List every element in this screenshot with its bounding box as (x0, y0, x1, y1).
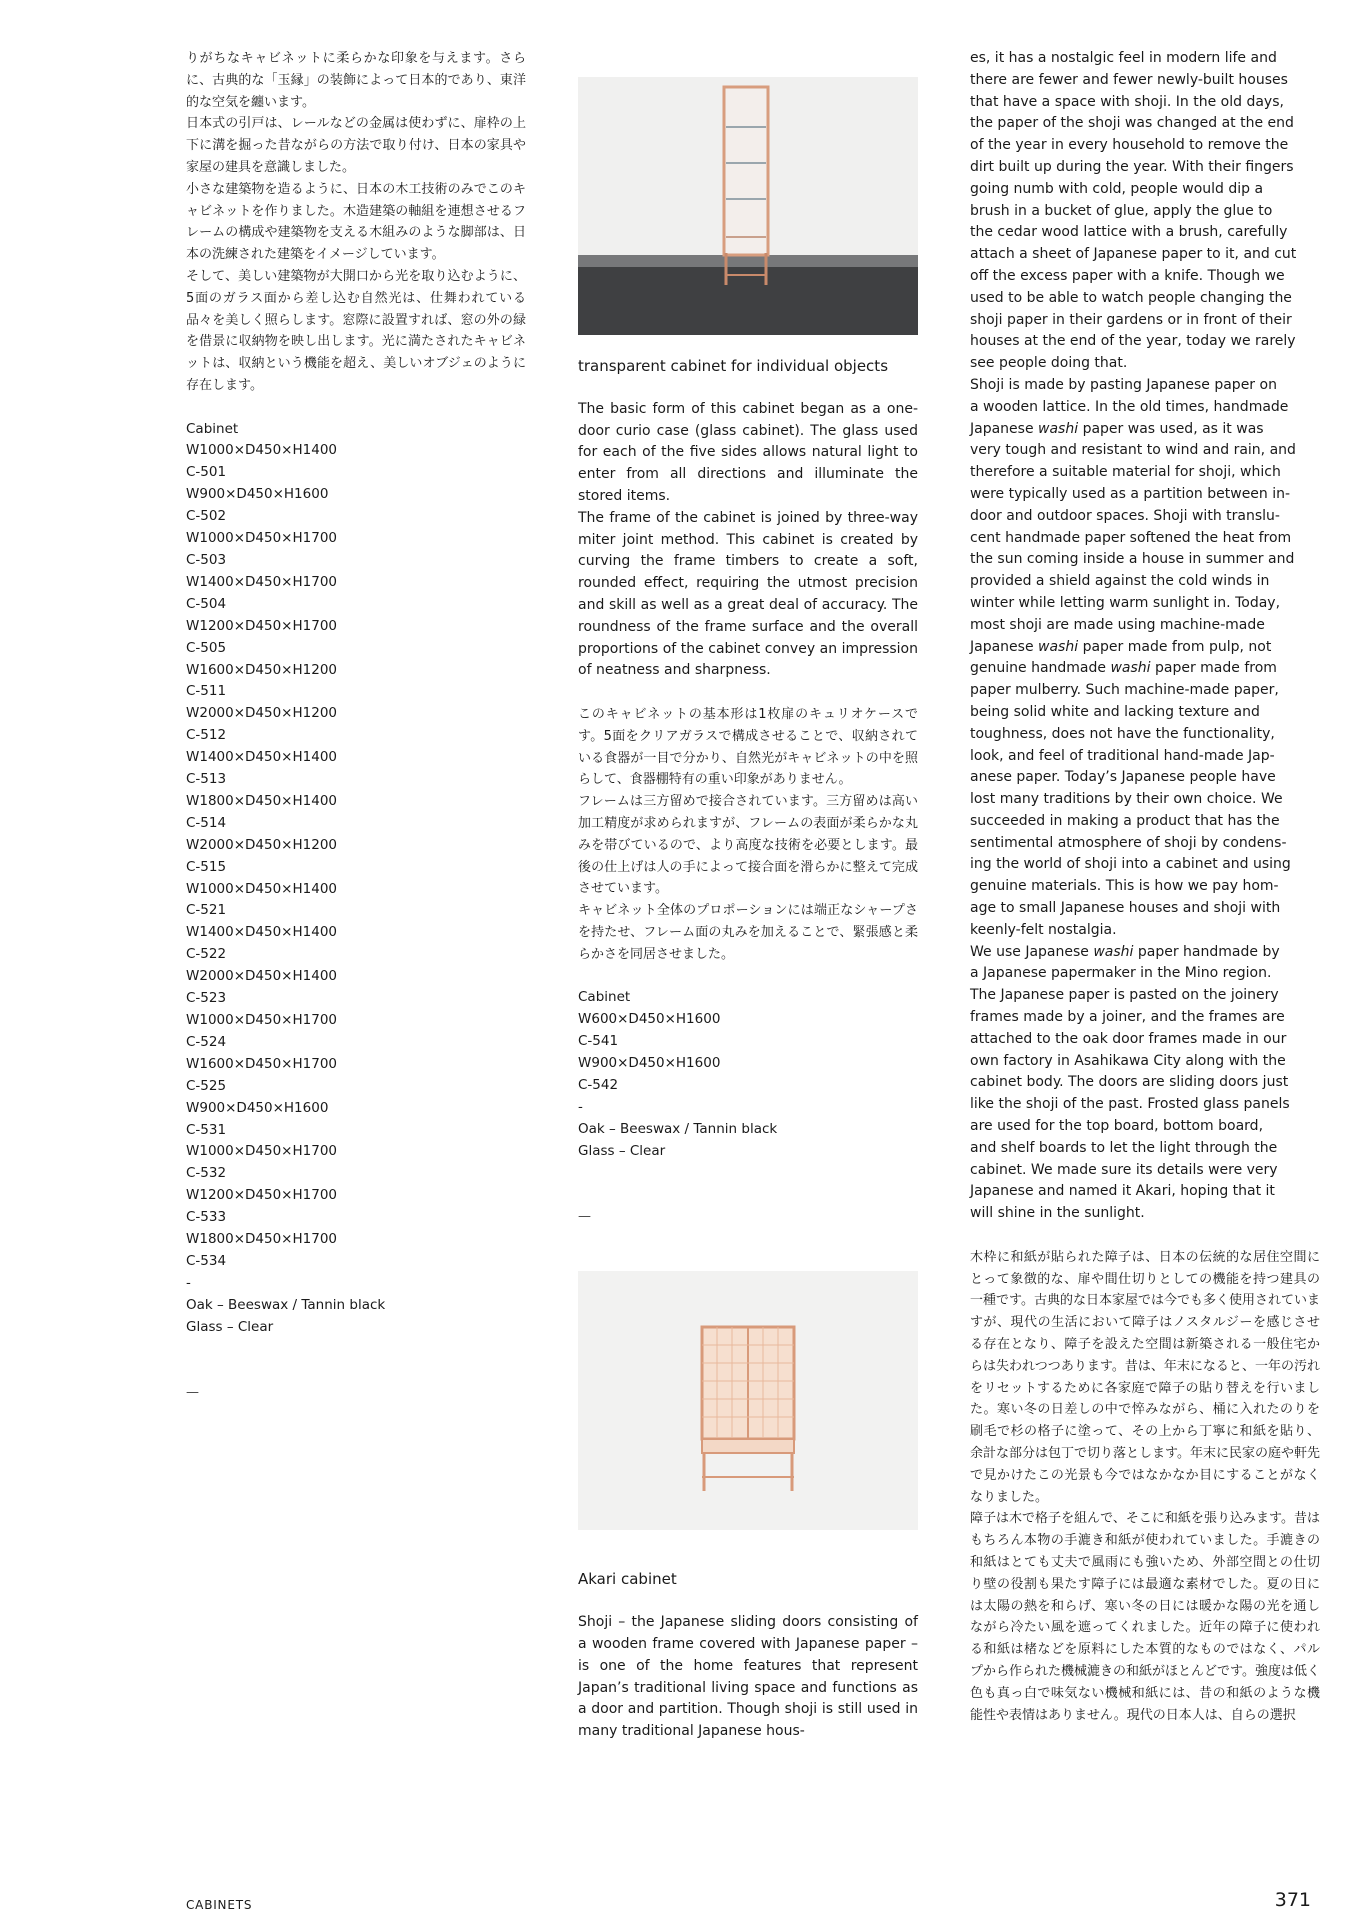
english-line: most shoji are made using machine-made (970, 616, 1265, 633)
english-line: cabinet. We made sure its details were very (970, 1161, 1278, 1178)
spec-line: C-505 (186, 639, 227, 656)
japanese-text-block (186, 48, 526, 397)
english-line: Japanese washi paper was used, as it was (970, 420, 1264, 437)
spec-line: C-513 (186, 771, 227, 788)
japanese-text-block (578, 704, 918, 966)
section-title-akari-cabinet: Akari cabinet (578, 1570, 677, 1589)
spec-line: W1800×D450×H1400 (186, 792, 337, 809)
spec-line: C-504 (186, 595, 227, 612)
english-line: therefore a suitable material for shoji, which (970, 464, 1281, 481)
japanese-paragraph: キャビネット全体のプロポーションには端正なシャープさを持たせ、フレーム面の丸みを加えることで、緊張感と柔らかさを同居させました。 (578, 903, 918, 962)
product-photo-transparent-cabinet (578, 77, 918, 335)
spec-line: - (186, 1274, 191, 1291)
spec-line: Glass – Clear (578, 1142, 666, 1159)
section-footer-label: CABINETS (186, 1898, 253, 1912)
english-line: were typically used as a partition between in- (970, 485, 1291, 502)
spec-line: C-512 (186, 727, 227, 744)
spec-line: C-532 (186, 1165, 227, 1182)
english-line: and shelf boards to let the light through the (970, 1139, 1278, 1156)
english-line: Shoji is made by pasting Japanese paper on (970, 376, 1277, 393)
english-line: look, and feel of traditional hand-made Jap- (970, 747, 1275, 764)
english-line: there are fewer and fewer newly-built houses (970, 71, 1288, 88)
separator-dash: — (578, 1208, 591, 1224)
spec-line: Oak – Beeswax / Tannin black (578, 1120, 778, 1137)
transparent-cabinet-image (578, 77, 918, 335)
japanese-paragraph: フレームは三方留めで接合されています。三方留めは高い加工精度が求められますが、フレームの表面が柔らかな丸みを帯びているので、より高度な技術を必要とします。最後の仕上げは人の手によって接合面を滑らかに整えて完成させています。 (578, 794, 918, 897)
spec-line: C-533 (186, 1209, 227, 1226)
english-text-block (970, 48, 1320, 1225)
english-intro-paragraph: Shoji – the Japanese sliding doors consisting of a wooden frame covered with Japanese paper – is one of the home features that represent Japan’s traditional living space and functions as a door and partition. Though shoji is still used in many traditional Japanese hous- (578, 1614, 918, 1740)
english-line: cent handmade paper softened the heat from (970, 529, 1292, 546)
spec-line: Glass – Clear (186, 1318, 274, 1335)
spec-line: W1200×D450×H1700 (186, 1187, 337, 1204)
english-line: a Japanese papermaker in the Mino region. (970, 965, 1272, 982)
spec-line: W1400×D450×H1400 (186, 924, 337, 941)
japanese-text-block (970, 1247, 1320, 1727)
spec-line: W2000×D450×H1200 (186, 836, 337, 853)
english-line: door and outdoor spaces. Shoji with translu- (970, 507, 1280, 524)
english-line: provided a shield against the cold winds in (970, 573, 1270, 590)
spec-line: C-542 (578, 1076, 619, 1093)
spec-line: - (578, 1098, 583, 1115)
spec-line: C-531 (186, 1121, 227, 1138)
english-line: see people doing that. (970, 355, 1128, 372)
english-line: age to small Japanese houses and shoji with (970, 900, 1281, 917)
spec-line: C-515 (186, 858, 227, 875)
english-line: toughness, does not have the functionality, (970, 725, 1275, 742)
spec-line: W900×D450×H1600 (578, 1055, 721, 1072)
spec-line: W1000×D450×H1700 (186, 1143, 337, 1160)
english-paragraph: The frame of the cabinet is joined by three-way miter joint method. This cabinet is created by curving the frame timbers to create a soft, rounded effect, requiring the utmost precision and skill as well as a great deal of accuracy. The roundness of the frame surface and the overall proportions of the cabinet convey an impression of neatness and sharpness. (578, 509, 918, 679)
spec-line: C-521 (186, 902, 227, 919)
english-line: frames made by a joiner, and the frames are (970, 1009, 1285, 1026)
english-paragraph: The basic form of this cabinet began as a one-door curio case (glass cabinet). The glass used for each of the five sides allows natural light to enter from all directions and illuminate the stored items. (578, 400, 918, 504)
english-line: paper mulberry. Such machine-made paper, (970, 682, 1279, 699)
spec-line: W1000×D450×H1400 (186, 880, 337, 897)
column-middle (578, 48, 918, 1743)
english-line: the paper of the shoji was changed at the end (970, 115, 1294, 132)
spec-line: C-524 (186, 1033, 227, 1050)
akari-cabinet-image (578, 1271, 918, 1530)
spec-line: Cabinet (186, 420, 239, 437)
spec-line: W1600×D450×H1700 (186, 1055, 337, 1072)
section-title-transparent-cabinet: transparent cabinet for individual objects (578, 357, 889, 375)
spec-line: W600×D450×H1600 (578, 1011, 721, 1028)
spec-line: W1400×D450×H1700 (186, 573, 337, 590)
japanese-paragraph: 日本式の引戸は、レールなどの金属は使わずに、扉枠の上下に溝を掘った昔ながらの方法で取り付け、日本の家具や家屋の建具を意識しました。 (186, 116, 526, 175)
english-line: Japanese and named it Akari, hoping that it (970, 1183, 1275, 1200)
spec-list (578, 987, 918, 1162)
japanese-paragraph: りがちなキャビネットに柔らかな印象を与えます。さらに、古典的な「玉縁」の装飾によって日本的であり、東洋的な空気を纏います。 (186, 51, 526, 110)
column-left (186, 48, 526, 1403)
spec-line: W2000×D450×H1400 (186, 968, 337, 985)
english-line: attached to the oak door frames made in our (970, 1030, 1287, 1047)
spec-line: W900×D450×H1600 (186, 1099, 329, 1116)
english-line: sentimental atmosphere of shoji by condens- (970, 834, 1287, 851)
spec-line: Cabinet (578, 989, 631, 1006)
spec-line: C-541 (578, 1033, 619, 1050)
english-line: attach a sheet of Japanese paper to it, and cut (970, 246, 1297, 263)
spec-line: W1400×D450×H1400 (186, 749, 337, 766)
japanese-paragraph: 小さな建築物を造るように、日本の木工技術のみでこのキャビネットを作りました。木造建築の軸組を連想させるフレームの構成や建築物を支える木組みのような脚部は、日本の洗練された建築をイメージしています。 (186, 181, 526, 263)
spec-line: W1000×D450×H1400 (186, 442, 337, 459)
spec-line: W2000×D450×H1200 (186, 705, 337, 722)
english-line: Japanese washi paper made from pulp, not (970, 638, 1272, 655)
english-line: that have a space with shoji. In the old days, (970, 93, 1284, 110)
spec-line: C-525 (186, 1077, 227, 1094)
japanese-paragraph: 木枠に和紙が貼られた障子は、日本の伝統的な居住空間にとって象徴的な、扉や間仕切りとしての機能を持つ建具の一種です。古典的な日本家屋では今でも多く使用されていますが、現代の生活において障子はノスタルジーを感じさせる存在となり、障子を設えた空間は新築される一般住宅からは失われつつあります。昔は、年末になると、一年の汚れをリセットするために各家庭で障子の貼り替えを行いました。寒い冬の日差しの中で悴みながら、桶に入れたのりを刷毛で杉の格子に塗って、その上から丁寧に和紙を貼り、余計な部分は包丁で切り落とします。年末に民家の庭や軒先で見かけたこの光景も今ではなかなか目にすることがなくなりました。 (970, 1249, 1320, 1505)
english-line: the cedar wood lattice with a brush, carefully (970, 224, 1288, 241)
english-line: genuine materials. This is how we pay hom- (970, 878, 1279, 895)
product-photo-akari-cabinet (578, 1271, 918, 1530)
japanese-paragraph: 障子は木で格子を組んで、そこに和紙を張り込みます。昔はもちろん本物の手漉き和紙が使われていました。手漉きの和紙はとても丈夫で風雨にも強いため、外部空間との仕切り壁の役割も果たす障子には最適な素材でした。夏の日には太陽の熱を和らげ、寒い冬の日には暖かな陽の光を通しながら冷たい風を遮ってくれました。近年の障子に使われる和紙は楮などを原料にした本質的なものではなく、パルプから作られた機械漉きの和紙がほとんどです。強度は低く色も真っ白で味気ない機械和紙には、昔の和紙のような機能性や表情はありません。現代の日本人は、自らの選択 (970, 1511, 1320, 1723)
page-number: 371 (1274, 1889, 1311, 1911)
spec-line: C-534 (186, 1252, 227, 1269)
spec-line: W1200×D450×H1700 (186, 617, 337, 634)
spec-line: W1000×D450×H1700 (186, 530, 337, 547)
english-line: going numb with cold, people would dip a (970, 180, 1264, 197)
english-line: succeeded in making a product that has the (970, 812, 1280, 829)
english-line: genuine handmade washi paper made from (970, 660, 1277, 677)
spec-line: W1800×D450×H1700 (186, 1231, 337, 1248)
separator-dash: — (186, 1384, 199, 1400)
japanese-paragraph: このキャビネットの基本形は1枚扉のキュリオケースです。5面をクリアガラスで構成させることで、収納されている食器が一目で分かり、自然光がキャビネットの中を照らして、食器棚特有の重い印象がありません。 (578, 706, 918, 788)
english-line: a wooden lattice. In the old times, handmade (970, 398, 1289, 415)
spec-line: C-502 (186, 508, 227, 525)
english-line: es, it has a nostalgic feel in modern life and (970, 50, 1277, 66)
spec-line: C-522 (186, 946, 227, 963)
english-line: ing the world of shoji into a cabinet and using (970, 856, 1291, 873)
spec-line: C-514 (186, 814, 227, 831)
spec-line: Oak – Beeswax / Tannin black (186, 1296, 386, 1313)
english-line: of the year in every household to remove the (970, 137, 1289, 154)
spec-line: C-503 (186, 551, 227, 568)
spec-line: W900×D450×H1600 (186, 486, 329, 503)
english-line: off the excess paper with a knife. Though we (970, 267, 1285, 284)
english-line: shoji paper in their gardens or in front of their (970, 311, 1292, 328)
spec-line: C-511 (186, 683, 227, 700)
english-line: winter while letting warm sunlight in. Today, (970, 594, 1281, 611)
english-line: dirt built up during the year. With their fingers (970, 158, 1294, 175)
english-line: brush in a bucket of glue, apply the glue to (970, 202, 1273, 219)
english-line: The Japanese paper is pasted on the joinery (970, 987, 1279, 1004)
spec-line: C-501 (186, 464, 227, 481)
english-line: used to be able to watch people changing the (970, 289, 1292, 306)
spec-line: W1600×D450×H1200 (186, 661, 337, 678)
english-line: very tough and resistant to wind and rain, and (970, 442, 1296, 459)
english-line: We use Japanese washi paper handmade by (970, 943, 1280, 960)
column-right (970, 48, 1320, 1726)
english-line: are used for the top board, bottom board, (970, 1118, 1264, 1135)
english-line: lost many traditions by their own choice. We (970, 791, 1283, 808)
spec-line: W1000×D450×H1700 (186, 1012, 337, 1029)
spec-list (186, 419, 526, 1339)
english-line: the sun coming inside a house in summer and (970, 551, 1295, 568)
english-line: keenly-felt nostalgia. (970, 921, 1117, 938)
english-line: like the shoji of the past. Frosted glass panels (970, 1096, 1290, 1113)
english-line: anese paper. Today’s Japanese people have (970, 769, 1276, 786)
spec-line: C-523 (186, 990, 227, 1007)
english-line: being solid white and lacking texture and (970, 703, 1260, 720)
japanese-paragraph: そして、美しい建築物が大開口から光を取り込むように、5面のガラス面から差し込む自然光は、仕舞われている品々を美しく照らします。窓際に設置すれば、窓の外の緑を借景に収納物を映し出します。光に満たされたキャビネットは、収納という機能を超え、美しいオブジェのように存在します。 (186, 268, 526, 393)
english-line: houses at the end of the year, today we rarely (970, 333, 1296, 350)
english-line: will shine in the sunlight. (970, 1205, 1145, 1222)
english-text-block (578, 399, 918, 682)
english-line: cabinet body. The doors are sliding doors just (970, 1074, 1289, 1091)
english-line: own factory in Asahikawa City along with the (970, 1052, 1286, 1069)
